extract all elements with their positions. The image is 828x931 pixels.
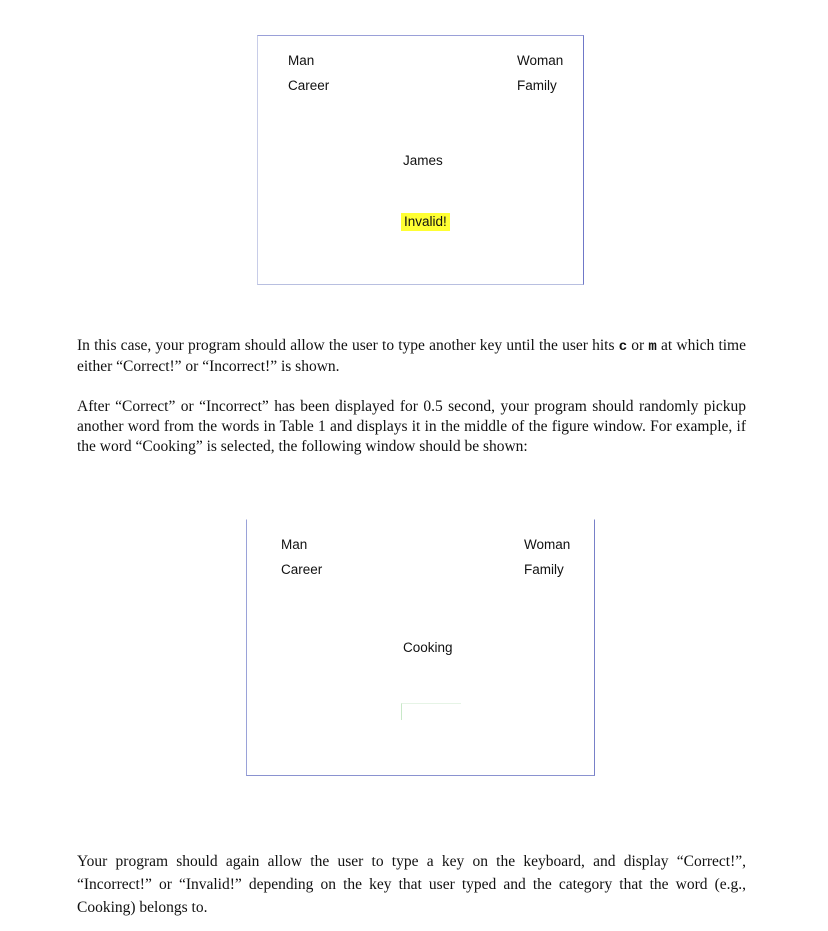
category-left-2: Career — [281, 562, 323, 577]
stimulus-word: Cooking — [403, 640, 453, 655]
paragraph-text: In this case, your program should allow the user to type another key until the user hits — [77, 337, 619, 354]
paragraph-next-word: After “Correct” or “Incorrect” has been displayed for 0.5 second, your program should randomly pickup another word from the words in Table 1 and displays it in the middle of the figure window. For example, if the word “Cooking” is selected, the following window should be shown: — [77, 398, 746, 455]
paragraph-text: at which time either “Correct!” or “Incorrect!” is shown. — [77, 337, 746, 375]
paragraph-text: or — [627, 337, 649, 354]
category-right-2: Family — [524, 562, 564, 577]
figure-window-1 — [257, 35, 584, 285]
category-left-2: Career — [288, 78, 330, 93]
key-c: c — [618, 339, 628, 355]
feedback-empty — [401, 703, 461, 720]
category-left-1: Man — [288, 53, 315, 68]
category-right-1: Woman — [524, 537, 571, 552]
stimulus-word: James — [403, 153, 443, 168]
category-left-1: Man — [281, 537, 308, 552]
feedback-invalid: Invalid! — [401, 213, 450, 231]
paragraph-again: Your program should again allow the user to type a key on the keyboard, and display “Correct!”, “Incorrect!” or “Invalid!” depending on the key that user typed and the category that the word (e.g., Cooking) belongs to. — [77, 853, 746, 916]
paragraph-key-instruction — [77, 336, 746, 377]
category-right-1: Woman — [517, 53, 564, 68]
category-right-2: Family — [517, 78, 557, 93]
figure-window-2 — [246, 519, 595, 776]
key-m: m — [648, 339, 657, 355]
